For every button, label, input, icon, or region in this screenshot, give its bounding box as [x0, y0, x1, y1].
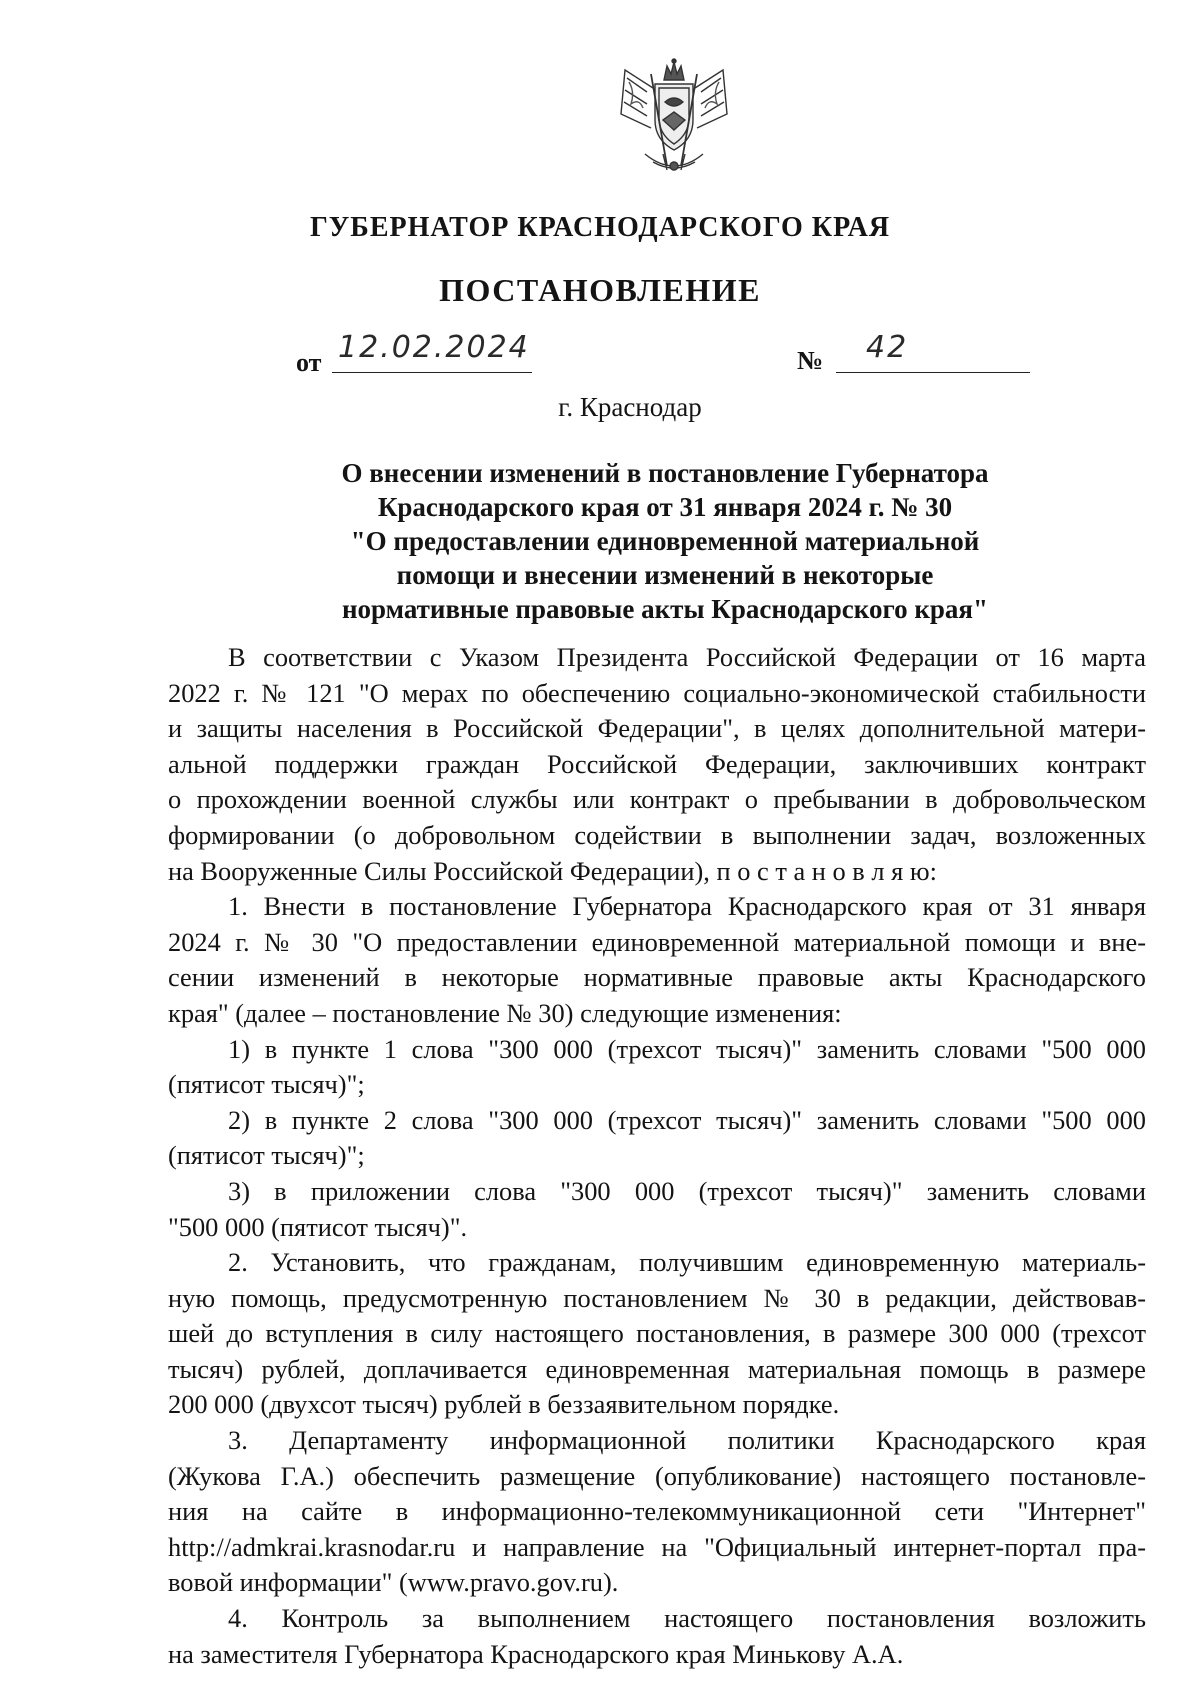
body-line: ную помощь, предусмотренную постановлением № 30 в редакции, действовав- [168, 1282, 1146, 1313]
title-line: "О предоставлении единовременной материальной [350, 526, 980, 556]
title-line: О внесении изменений в постановление Губернатора [341, 458, 989, 488]
date-field [332, 330, 532, 373]
body-line: ния на сайте в информационно-телекоммуникационной сети "Интернет" [168, 1496, 1146, 1527]
body-line: на заместителя Губернатора Краснодарского края Минькову А.А. [168, 1638, 904, 1669]
body-line: (пятисот тысяч)"; [168, 1140, 365, 1171]
number-value-handwritten: 42 [866, 330, 909, 365]
body-line: 1. Внести в постановление Губернатора Краснодарского края от 31 января [228, 891, 1146, 922]
organization-title: ГУБЕРНАТОР КРАСНОДАРСКОГО КРАЯ [309, 212, 891, 243]
body-line: на Вооруженные Силы Российской Федерации), п о с т а н о в л я ю: [168, 855, 937, 886]
body-line: http://admkrai.krasnodar.ru и направление на "Официальный интернет-портал пра- [168, 1531, 1146, 1562]
title-line: помощи и внесении изменений в некоторые [396, 560, 934, 590]
body-line: 1) в пункте 1 слова "300 000 (трехсот тысяч)" заменить словами "500 000 [228, 1033, 1146, 1064]
coat-of-arms-icon [615, 58, 733, 180]
body-line: 3. Департаменту информационной политики Краснодарского края [228, 1425, 1146, 1456]
body-line: (Жукова Г.А.) обеспечить размещение (опубликование) настоящего постановле- [168, 1460, 1146, 1491]
body-line: вовой информации" (www.pravo.gov.ru). [168, 1567, 619, 1598]
body-line: 2022 г. № 121 "О мерах по обеспечению социально-экономической стабильности [168, 677, 1146, 708]
body-line: и защиты населения в Российской Федерации", в целях дополнительной матери- [168, 713, 1146, 744]
date-prefix: от [296, 348, 322, 377]
body-line: 4. Контроль за выполнением настоящего постановления возложить [228, 1603, 1146, 1634]
body-line: шей до вступления в силу настоящего постановления, в размере 300 000 (трехсот [168, 1318, 1146, 1349]
body-line: (пятисот тысяч)"; [168, 1069, 365, 1100]
document-body [168, 640, 1146, 1672]
body-line: сении изменений в некоторые нормативные правовые акты Краснодарского [168, 962, 1146, 993]
document-title [310, 456, 1020, 626]
body-line: формировании (о добровольном содействии в выполнении задач, возложенных [168, 819, 1146, 850]
body-line: края" (далее – постановление № 30) следующие изменения: [168, 997, 842, 1028]
body-line: "500 000 (пятисот тысяч)". [168, 1211, 468, 1242]
body-line: альной поддержки граждан Российской Федерации, заключивших контракт [168, 748, 1146, 779]
date-value-handwritten: 12.02.2024 [338, 330, 530, 365]
body-line: В соответствии с Указом Президента Российской Федерации от 16 марта [228, 642, 1146, 672]
city: г. Краснодар [558, 392, 702, 422]
body-line: тысяч) рублей, доплачивается единовременная материальная помощь в размере [168, 1353, 1146, 1384]
title-line: нормативные правовые акты Краснодарского края" [341, 594, 988, 624]
document-type: ПОСТАНОВЛЕНИЕ [439, 272, 761, 308]
body-line: 3) в приложении слова "300 000 (трехсот тысяч)" заменить словами [228, 1175, 1146, 1206]
body-line: 200 000 (двухсот тысяч) рублей в беззаявительном порядке. [168, 1389, 840, 1420]
title-line: Краснодарского края от 31 января 2024 г. № 30 [377, 492, 953, 522]
number-prefix: № [797, 346, 824, 375]
number-field [836, 330, 1030, 373]
body-line: 2) в пункте 2 слова "300 000 (трехсот тысяч)" заменить словами "500 000 [228, 1104, 1146, 1135]
body-line: 2024 г. № 30 "О предоставлении единовременной материальной помощи и вне- [168, 926, 1146, 957]
body-line: о прохождении военной службы или контракт о пребывании в добровольческом [168, 784, 1146, 815]
body-line: 2. Установить, что гражданам, получившим единовременную материаль- [228, 1247, 1146, 1278]
